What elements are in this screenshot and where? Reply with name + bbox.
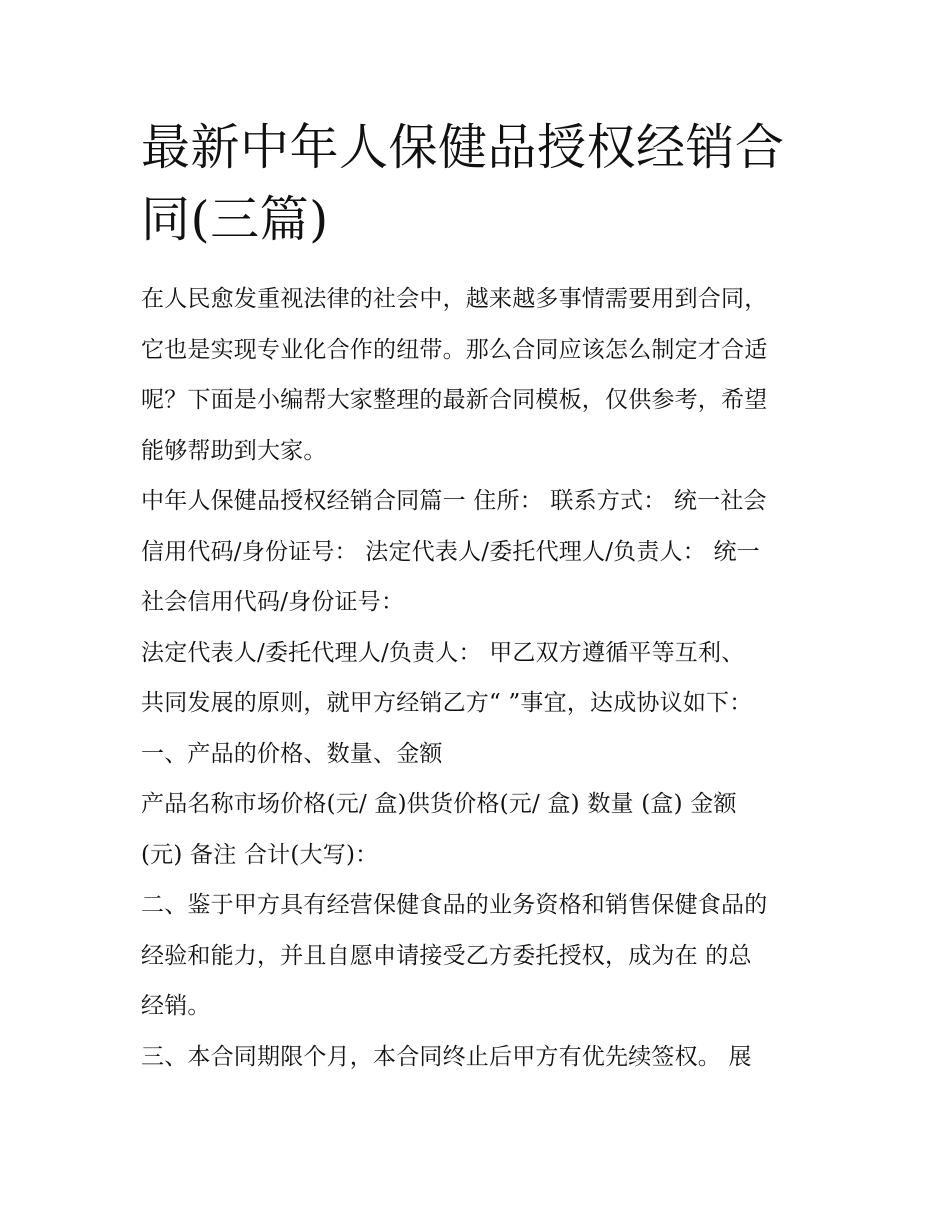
document-content: [141, 112, 817, 1082]
principle-line-2: 共同发展的原则，就甲方经销乙方“ ”事宜，达成协议如下：: [141, 690, 753, 716]
section-3-line-1: 三、本合同期限个月，本合同终止后甲方有优先续签权。 展: [141, 1043, 752, 1070]
section-2-line-2: 经验和能力，并且自愿申请接受乙方委托授权，成为在 的总: [141, 942, 752, 969]
contract-header-line-2: 信用代码/身份证号： 法定代表人/委托代理人/负责人： 统一: [141, 538, 760, 565]
title-line-2: 同(三篇): [141, 191, 329, 248]
document-title: [141, 112, 817, 256]
intro-line-1: 在人民愈发重视法律的社会中，越来越多事情需要用到合同，: [141, 286, 768, 312]
section-2-line-3: 经销。: [141, 993, 211, 1019]
section-2-line-1: 二、鉴于甲方具有经营保健食品的业务资格和销售保健食品的: [141, 892, 768, 918]
contract-header-line-1: 中年人保健品授权经销合同篇一 住所： 联系方式： 统一社会: [141, 488, 767, 514]
intro-line-4: 能够帮助到大家。: [141, 437, 327, 464]
principle-line-1: 法定代表人/委托代理人/负责人： 甲乙双方遵循平等互利、: [141, 639, 745, 666]
title-line-1: 最新中年人保健品授权经销合: [141, 119, 785, 176]
contract-header-line-3: 社会信用代码/身份证号：: [141, 589, 405, 615]
intro-line-2: 它也是实现专业化合作的纽带。那么合同应该怎么制定才合适: [141, 336, 768, 363]
product-table-line-1: 产品名称市场价格(元/ 盒)供货价格(元/ 盒) 数量 (盒) 金额: [141, 791, 737, 817]
document-body: [141, 274, 817, 1082]
section-1-heading: 一、产品的价格、数量、金额: [141, 740, 443, 767]
product-table-line-2: (元) 备注 合计(大写)：: [141, 841, 379, 868]
intro-line-3: 呢？下面是小编帮大家整理的最新合同模板，仅供参考，希望: [141, 387, 768, 413]
